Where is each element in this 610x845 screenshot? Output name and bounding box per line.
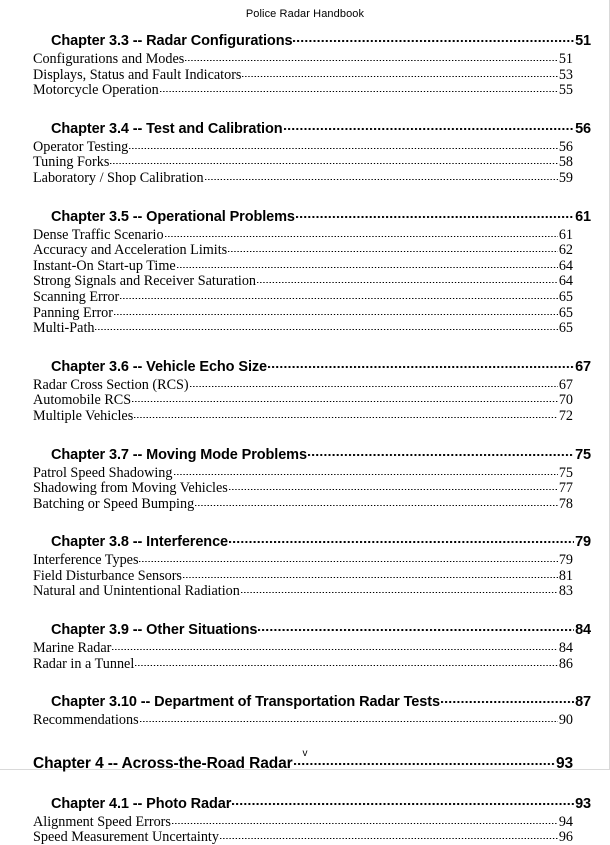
dot-leader: [160, 82, 558, 94]
toc-chapter-page-number: 56: [575, 120, 591, 137]
toc-group: [33, 357, 591, 424]
toc-entry-page-number: 78: [558, 495, 573, 512]
toc-entry-row[interactable]: [33, 154, 573, 170]
toc-entry-page-number: 64: [558, 273, 573, 290]
toc-entry-title: Natural and Unintentional Radiation: [33, 583, 240, 600]
toc-entry-page-number: 79: [558, 552, 573, 569]
dot-leader: [135, 656, 558, 668]
toc-entry-title: Speed Measurement Uncertainty: [33, 829, 219, 845]
toc-entry-row[interactable]: [33, 552, 573, 568]
toc-entry-title: Alignment Speed Errors: [33, 813, 171, 830]
toc-chapter-row[interactable]: [33, 532, 591, 552]
toc-entry-page-number: 83: [558, 583, 573, 600]
toc-entry-title: Marine Radar: [33, 640, 112, 657]
toc-chapter-row[interactable]: [33, 31, 591, 51]
dot-leader: [129, 139, 558, 151]
toc-chapter-row[interactable]: [33, 794, 591, 814]
toc-entry-title: Laboratory / Shop Calibration: [33, 169, 204, 186]
dot-leader: [139, 552, 557, 564]
toc-group: [33, 445, 591, 512]
toc-entry-row[interactable]: [33, 408, 573, 424]
toc-chapter-page-number: 75: [575, 446, 591, 463]
toc-chapter-page-number: 61: [575, 208, 591, 225]
toc-group: [33, 692, 591, 729]
table-of-contents: [33, 31, 591, 845]
toc-entry-page-number: 56: [558, 138, 573, 155]
toc-chapter-page-number: 67: [575, 358, 591, 375]
toc-chapter-title: Chapter 4.1 -- Photo Radar: [51, 795, 232, 812]
dot-leader: [228, 242, 558, 254]
toc-entry-row[interactable]: [33, 289, 573, 305]
toc-entry-title: Operator Testing: [33, 138, 129, 155]
toc-entry-page-number: 64: [558, 257, 573, 274]
toc-entry-title: Configurations and Modes: [33, 51, 185, 67]
dot-leader: [110, 154, 557, 166]
toc-chapter-row[interactable]: [33, 692, 591, 712]
toc-entry-page-number: 61: [558, 226, 573, 243]
toc-chapter-title: Chapter 3.10 -- Department of Transportation Radar Tests: [51, 694, 440, 711]
toc-entry-title: Displays, Status and Fault Indicators: [33, 66, 242, 83]
toc-chapter-title: Chapter 3.6 -- Vehicle Echo Size: [51, 358, 267, 375]
toc-entry-row[interactable]: [33, 273, 573, 289]
toc-entry-row[interactable]: [33, 51, 573, 67]
toc-group: [33, 532, 591, 600]
toc-entry-title: Accuracy and Acceleration Limits: [33, 242, 228, 259]
toc-chapter-page-number: 93: [555, 754, 573, 772]
toc-entry-title: Patrol Speed Shadowing: [33, 464, 173, 481]
toc-entry-row[interactable]: [33, 227, 573, 243]
toc-group: [33, 620, 591, 672]
toc-entry-row[interactable]: [33, 480, 573, 496]
toc-chapter-page-number: 51: [575, 33, 591, 49]
toc-chapter-title: Chapter 3.5 -- Operational Problems: [51, 208, 295, 225]
toc-chapter-title: Chapter 3.7 -- Moving Mode Problems: [51, 446, 307, 463]
toc-chapter-row[interactable]: [33, 207, 591, 227]
toc-entry-page-number: 58: [558, 154, 573, 171]
toc-entry-title: Shadowing from Moving Vehicles: [33, 480, 228, 497]
toc-entry-page-number: 70: [558, 392, 573, 409]
toc-entry-page-number: 55: [558, 82, 573, 99]
dot-leader: [205, 170, 558, 182]
toc-entry-row[interactable]: [33, 305, 573, 321]
toc-entry-page-number: 65: [558, 320, 573, 337]
toc-chapter-page-number: 79: [575, 534, 591, 551]
toc-entry-row[interactable]: [33, 712, 573, 728]
toc-entry-row[interactable]: [33, 392, 573, 408]
dot-leader: [177, 258, 558, 270]
toc-entry-title: Automobile RCS: [33, 392, 132, 409]
dot-leader: [165, 227, 558, 239]
toc-chapter-title: Chapter 3.3 -- Radar Configurations: [51, 33, 293, 49]
toc-group: [33, 207, 591, 337]
toc-entry-page-number: 72: [558, 407, 573, 424]
toc-chapter-page-number: 87: [575, 694, 591, 711]
dot-leader: [112, 640, 557, 652]
dot-leader: [183, 568, 558, 580]
toc-entry-page-number: 84: [558, 640, 573, 657]
toc-entry-title: Interference Types: [33, 552, 139, 569]
dot-leader: [441, 692, 574, 706]
toc-entry-row[interactable]: [33, 656, 573, 672]
toc-chapter-title: Chapter 4 -- Across-the-Road Radar: [33, 754, 293, 772]
toc-entry-row[interactable]: [33, 496, 573, 512]
dot-leader: [220, 829, 558, 841]
toc-entry-title: Strong Signals and Receiver Saturation: [33, 273, 257, 290]
toc-entry-title: Instant-On Start-up Time: [33, 257, 176, 274]
page-folio: v: [302, 748, 308, 759]
dot-leader: [268, 357, 574, 371]
dot-leader: [257, 273, 558, 285]
toc-entry-row[interactable]: [33, 82, 573, 98]
toc-entry-page-number: 86: [558, 655, 573, 672]
toc-group: [33, 31, 591, 99]
dot-leader: [284, 119, 575, 133]
toc-entry-row[interactable]: [33, 67, 573, 83]
toc-chapter-row[interactable]: [33, 445, 591, 465]
dot-leader: [229, 532, 574, 546]
toc-entry-row[interactable]: [33, 377, 573, 393]
toc-entry-title: Motorcycle Operation: [33, 82, 159, 99]
dot-leader: [229, 480, 558, 492]
toc-chapter-row[interactable]: [33, 119, 591, 139]
dot-leader: [132, 392, 558, 404]
toc-entry-page-number: 96: [558, 829, 573, 845]
dot-leader: [258, 620, 574, 634]
toc-entry-page-number: 75: [558, 464, 573, 481]
toc-entry-row[interactable]: [33, 583, 573, 599]
dot-leader: [114, 305, 558, 317]
dot-leader: [120, 289, 558, 301]
toc-entry-title: Dense Traffic Scenario: [33, 226, 164, 243]
toc-entry-row[interactable]: [33, 242, 573, 258]
toc-chapter-page-number: 84: [575, 622, 591, 639]
toc-entry-page-number: 90: [558, 712, 573, 729]
toc-entry-row[interactable]: [33, 170, 573, 186]
toc-entry-row[interactable]: [33, 640, 573, 656]
toc-entry-page-number: 65: [558, 304, 573, 321]
toc-chapter-row[interactable]: [33, 620, 591, 640]
toc-entry-title: Panning Error: [33, 304, 113, 321]
toc-chapter-title: Chapter 3.4 -- Test and Calibration: [51, 120, 283, 137]
dot-leader: [185, 51, 557, 63]
toc-entry-page-number: 77: [558, 480, 573, 497]
toc-entry-page-number: 59: [558, 169, 573, 186]
toc-group: [33, 119, 591, 186]
toc-entry-page-number: 51: [558, 51, 573, 67]
toc-entry-page-number: 53: [558, 66, 573, 83]
dot-leader: [172, 814, 558, 826]
toc-entry-row[interactable]: [33, 320, 573, 336]
toc-entry-row[interactable]: [33, 814, 573, 830]
toc-entry-row[interactable]: [33, 139, 573, 155]
toc-entry-page-number: 81: [558, 567, 573, 584]
dot-leader: [232, 794, 574, 808]
dot-leader: [242, 67, 557, 79]
toc-group: [33, 794, 591, 845]
toc-entry-title: Field Disturbance Sensors: [33, 567, 182, 584]
toc-entry-title: Radar Cross Section (RCS): [33, 376, 189, 393]
toc-entry-row[interactable]: [33, 258, 573, 274]
toc-chapter-title: Chapter 3.8 -- Interference: [51, 534, 228, 551]
dot-leader: [190, 377, 558, 389]
toc-entry-page-number: 65: [558, 288, 573, 305]
toc-entry-title: Multiple Vehicles: [33, 407, 134, 424]
toc-entry-title: Recommendations: [33, 712, 139, 729]
toc-entry-row[interactable]: [33, 568, 573, 584]
dot-leader: [95, 320, 557, 332]
toc-entry-page-number: 67: [558, 376, 573, 393]
toc-entry-row[interactable]: [33, 829, 573, 845]
dot-leader: [140, 712, 558, 724]
toc-entry-page-number: 94: [558, 813, 573, 830]
dot-leader: [308, 445, 574, 459]
dot-leader: [195, 496, 558, 508]
dot-leader: [293, 31, 574, 45]
dot-leader: [134, 408, 558, 420]
dot-leader: [174, 465, 558, 477]
dot-leader: [296, 207, 574, 221]
toc-chapter-row[interactable]: [33, 357, 591, 377]
toc-entry-page-number: 62: [558, 242, 573, 259]
toc-entry-title: Scanning Error: [33, 288, 120, 305]
toc-entry-title: Multi-Path: [33, 320, 95, 337]
toc-entry-title: Tuning Forks: [33, 154, 110, 171]
toc-chapter-title: Chapter 3.9 -- Other Situations: [51, 622, 258, 639]
toc-entry-title: Radar in a Tunnel: [33, 655, 135, 672]
running-head: Police Radar Handbook: [245, 8, 365, 20]
toc-entry-row[interactable]: [33, 465, 573, 481]
toc-chapter-page-number: 93: [575, 795, 591, 812]
toc-entry-title: Batching or Speed Bumping: [33, 495, 195, 512]
dot-leader: [241, 583, 558, 595]
